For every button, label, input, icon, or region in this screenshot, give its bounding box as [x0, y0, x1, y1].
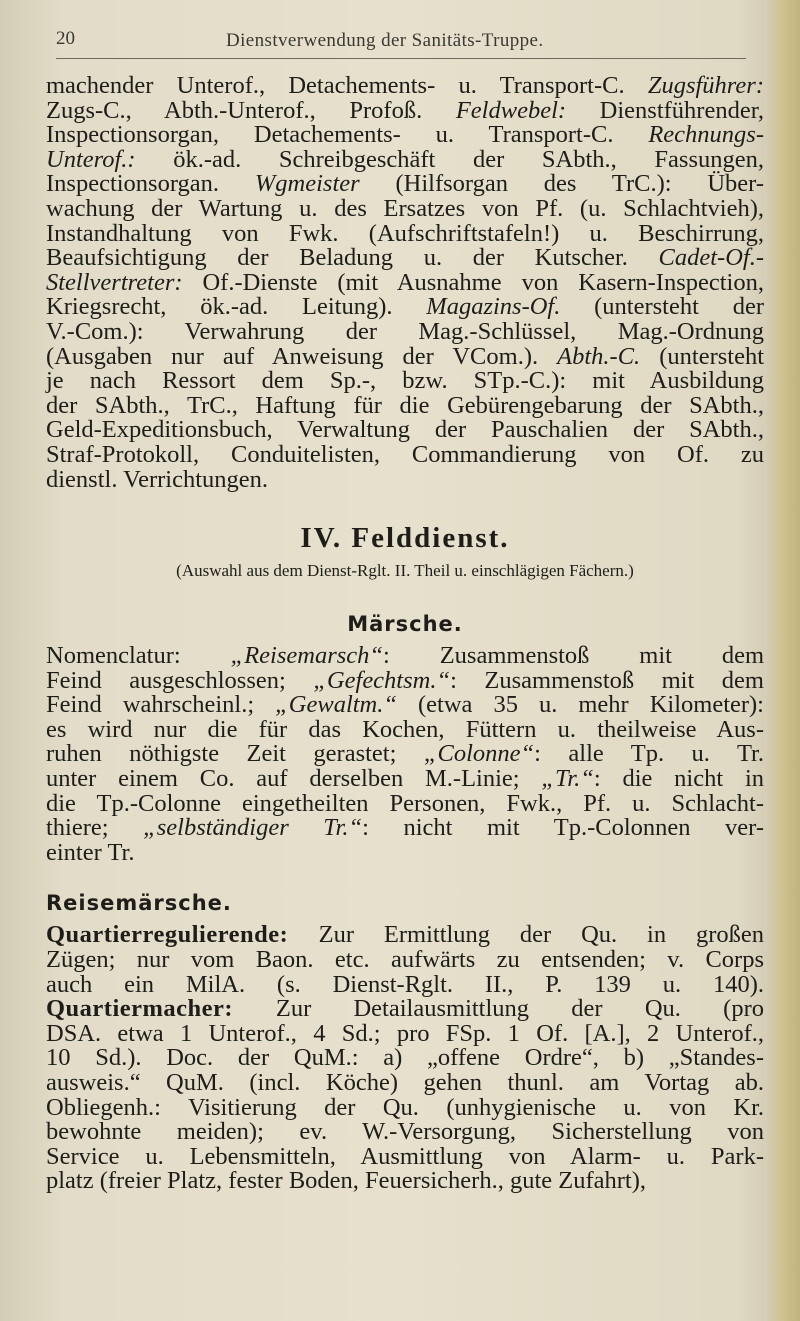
text-run: unter einem Co. auf derselben M.-Linie;	[46, 765, 542, 793]
text-line	[46, 1071, 764, 1096]
text-run: es wird nur die für das Kochen, Füttern u. theilweise Aus-	[46, 715, 764, 743]
text-line	[46, 123, 764, 148]
text-line	[46, 440, 764, 468]
italic-term: Wgmeister	[254, 170, 360, 198]
text-run: je nach Ressort dem Sp.-, bzw. STp.-C.): mit Ausbildung	[46, 367, 764, 395]
text-line	[46, 789, 764, 817]
text-run: (untersteht der	[560, 293, 764, 321]
page-header	[56, 22, 756, 62]
text-run: Feind wahrscheinl.;	[46, 691, 276, 719]
text-run: auch ein MilA. (s. Dienst-Rglt. II., P. 139 u. 140).	[46, 970, 764, 998]
text-run: Beaufsichtigung der Beladung u. der Kutscher.	[46, 244, 659, 272]
italic-term: „selbständiger Tr.“	[143, 814, 363, 842]
text-line	[46, 1169, 764, 1194]
text-line	[46, 997, 764, 1022]
text-run: Kriegsrecht, ök.-ad. Leitung).	[46, 293, 427, 321]
text-run: Inspectionsorgan.	[46, 170, 255, 198]
subheading-maersche: Märsche.	[347, 612, 463, 637]
text-run: : nicht mit Tp.-Colonnen ver-	[362, 814, 765, 842]
text-line	[46, 923, 764, 948]
text-line	[46, 268, 764, 296]
text-line	[46, 693, 764, 718]
page-number: 20	[56, 28, 75, 49]
text-run: DSA. etwa 1 Unterof., 4 Sd.; pro FSp. 1 Of. [A.], 2 Unterof.,	[46, 1019, 764, 1047]
paragraph-nomenclatur	[46, 644, 764, 865]
italic-term: Cadet-Of.-	[658, 244, 764, 272]
italic-term: Abth.-C.	[557, 342, 641, 370]
italic-term: Rechnungs-	[648, 121, 764, 149]
text-line	[46, 74, 764, 99]
section-title: IV. Felddienst.	[300, 522, 510, 555]
text-run: Straf-Protokoll, Conduitelisten, Commandierung von Of. zu	[46, 440, 764, 468]
text-run: Dienstführender,	[566, 96, 764, 124]
lead-term: Quartiermacher:	[46, 995, 276, 1023]
text-run: Zur Ermittlung der Qu. in großen	[318, 921, 764, 949]
text-line	[46, 145, 764, 173]
text-run: Zur Detailausmittlung der Qu. (pro	[275, 995, 764, 1023]
text-line	[46, 1046, 764, 1071]
text-run: : alle Tp. u. Tr.	[534, 740, 764, 768]
text-run: Of.-Dienste (mit Ausnahme von Kasern-Inspection,	[182, 268, 764, 296]
text-run: Feind ausgeschlossen;	[46, 666, 314, 694]
page-edge	[766, 0, 800, 1321]
text-run: Instandhaltung von Fwk. (Aufschriftstafeln!) u. Beschirrung,	[46, 219, 764, 247]
text-line	[46, 194, 764, 222]
text-line	[46, 767, 764, 792]
text-line	[46, 742, 764, 767]
text-line	[46, 1142, 764, 1170]
text-run: : Zusammenstoß mit dem	[450, 666, 764, 694]
text-run: thiere;	[46, 814, 144, 842]
text-line	[46, 666, 764, 694]
text-line	[46, 369, 764, 394]
text-line	[46, 172, 764, 197]
text-run: (Hilfsorgan des TrC.): Über-	[359, 170, 764, 198]
paragraph-quartier	[46, 923, 764, 1194]
text-run: Obliegenh.: Visitierung der Qu. (unhygienische u. von Kr.	[46, 1093, 764, 1121]
italic-term: Stellvertreter:	[46, 268, 183, 296]
text-run: Inspectionsorgan, Detachements- u. Transport-C.	[46, 121, 649, 149]
text-run: : Zusammenstoß mit dem	[383, 642, 764, 670]
text-run: : die nicht in	[593, 765, 764, 793]
italic-term: „Gefechtsm.“	[313, 666, 451, 694]
text-line	[46, 317, 764, 345]
italic-term: Unterof.:	[46, 145, 136, 173]
text-run: (untersteht	[640, 342, 764, 370]
italic-term: Feldwebel:	[455, 96, 567, 124]
text-line	[46, 246, 764, 271]
header-rule	[56, 58, 746, 59]
italic-term: „Reisemarsch“	[230, 642, 384, 670]
text-line	[46, 838, 764, 866]
text-line	[46, 948, 764, 973]
italic-term: „Gewaltm.“	[275, 691, 397, 719]
text-run: Nomenclatur:	[46, 642, 231, 670]
text-line	[46, 1093, 764, 1121]
text-run: wachung der Wartung u. des Ersatzes von Pf. (u. Schlachtvieh),	[46, 194, 764, 222]
italic-term: Magazins-Of.	[426, 293, 561, 321]
text-run: der SAbth., TrC., Haftung für die Gebürengebarung der SAbth.,	[46, 391, 764, 419]
text-run: 10 Sd.). Doc. der QuM.: a) „offene Ordre“, b) „Standes-	[46, 1044, 764, 1072]
text-line	[46, 816, 764, 841]
text-run: die Tp.-Colonne eingetheilten Personen, Fwk., Pf. u. Schlacht-	[46, 789, 764, 817]
text-line	[46, 465, 764, 493]
text-line	[46, 342, 764, 370]
text-run: Geld-Expeditionsbuch, Verwaltung der Pauschalien der SAbth.,	[46, 416, 764, 444]
text-line	[46, 715, 764, 743]
text-line	[46, 970, 764, 998]
text-line	[46, 295, 764, 320]
text-run: (etwa 35 u. mehr Kilometer):	[397, 691, 764, 719]
text-line	[46, 644, 764, 669]
text-run: einter Tr.	[46, 838, 135, 866]
text-run: V.-Com.): Verwahrung der Mag.-Schlüssel, Mag.-Ordnung	[46, 317, 764, 345]
text-run: platz (freier Platz, fester Boden, Feuersicherh., gute Zufahrt),	[46, 1167, 646, 1195]
lead-term: Quartierregulierende:	[46, 921, 319, 949]
text-run: Zugs-C., Abth.-Unterof., Profoß.	[46, 96, 456, 124]
running-title: Dienstverwendung der Sanitäts-Truppe.	[226, 30, 544, 51]
italic-term: Zugsführer:	[647, 72, 764, 99]
text-run: bewohnte meiden); ev. W.-Versorgung, Sicherstellung von	[46, 1118, 764, 1146]
text-run: ruhen nöthigste Zeit gerastet;	[46, 740, 424, 768]
italic-term: „Colonne“	[423, 740, 535, 768]
text-line	[46, 391, 764, 419]
text-line	[46, 418, 764, 443]
italic-term: „Tr.“	[541, 765, 594, 793]
text-run: ausweis.“ QuM. (incl. Köche) gehen thunl. am Vortag ab.	[46, 1069, 764, 1096]
text-line	[46, 1120, 764, 1145]
subheading-reisemaersche: Reisemärsche.	[46, 891, 232, 916]
text-run: machender Unterof., Detachements- u. Transport-C.	[46, 72, 648, 99]
text-body	[46, 74, 764, 1194]
text-line	[46, 1019, 764, 1047]
paragraph-duties	[46, 74, 764, 492]
text-run: Service u. Lebensmitteln, Ausmittlung von Alarm- u. Park-	[46, 1142, 764, 1170]
section-subtitle: (Auswahl aus dem Dienst-Rglt. II. Theil u. einschlägigen Fächern.)	[176, 561, 634, 581]
text-run: Zügen; nur vom Baon. etc. aufwärts zu entsenden; v. Corps	[46, 946, 764, 974]
text-run: (Ausgaben nur auf Anweisung der VCom.).	[46, 342, 558, 370]
text-line	[46, 96, 764, 124]
text-line	[46, 219, 764, 247]
text-run: ök.-ad. Schreibgeschäft der SAbth., Fassungen,	[135, 145, 764, 173]
text-run: dienstl. Verrichtungen.	[46, 465, 269, 493]
